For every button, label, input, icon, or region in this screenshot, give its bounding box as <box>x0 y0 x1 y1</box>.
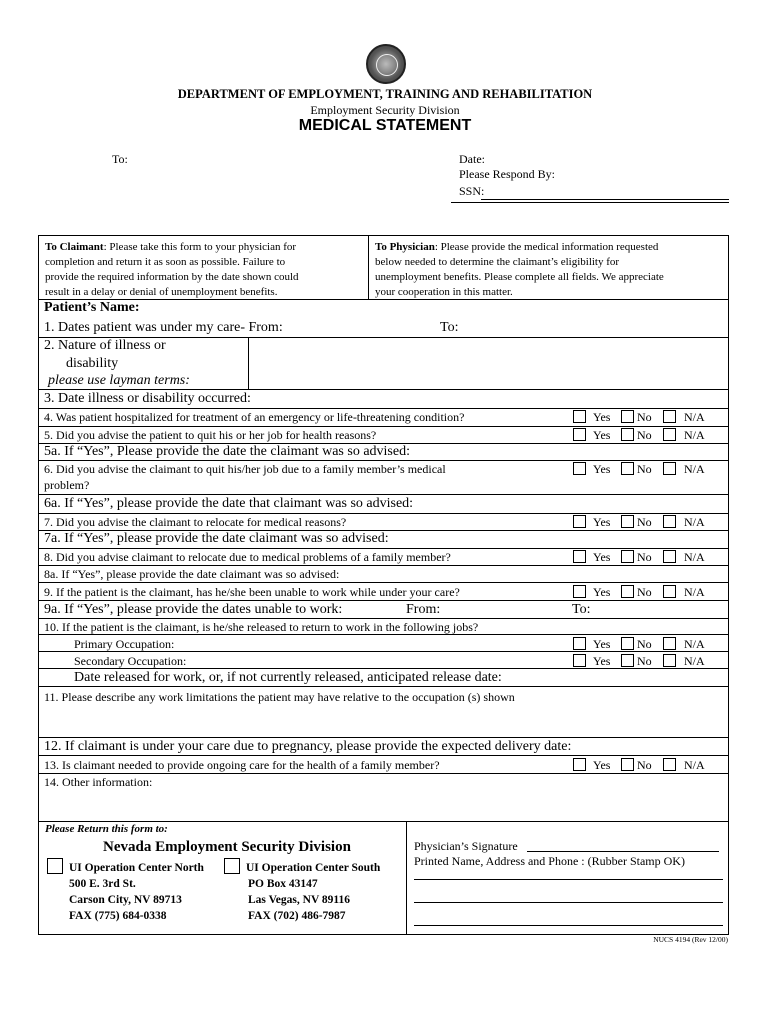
q6-family-quit: 6. Did you advise the claimant to quit his/her job due to a family member’s medical <box>44 462 446 476</box>
q1-care-dates: 1. Dates patient was under my care- From: <box>44 320 283 335</box>
to-label: To: <box>112 152 128 166</box>
north-center-checkbox[interactable] <box>47 858 63 874</box>
q1-to-label: To: <box>440 320 459 335</box>
secondary-na-checkbox[interactable] <box>663 654 676 667</box>
q13-na-label: N/A <box>684 758 705 772</box>
q13-no-checkbox[interactable] <box>621 758 634 771</box>
q10-released: 10. If the patient is the claimant, is he/she released to return to work in the following jobs? <box>44 620 479 634</box>
q13-family-care: 13. Is claimant needed to provide ongoing care for the health of a family member? <box>44 758 440 772</box>
q3-date-occurred: 3. Date illness or disability occurred: <box>44 391 251 406</box>
q5-yes-label: Yes <box>593 428 611 442</box>
q2-illness-label: 2. Nature of illness or <box>44 338 166 353</box>
q5-no-checkbox[interactable] <box>621 428 634 441</box>
north-center-address: 500 E. 3rd St. Carson City, NV 89713 FAX (775) 684-0338 <box>69 878 182 922</box>
south-center-title: UI Operation Center South <box>246 862 381 874</box>
page-title: MEDICAL STATEMENT <box>298 117 472 134</box>
q14-other-info: 14. Other information: <box>44 775 153 789</box>
ssn-field[interactable] <box>481 199 729 200</box>
q4-na-label: N/A <box>684 410 705 424</box>
primary-na-checkbox[interactable] <box>663 637 676 650</box>
q9-no-label: No <box>637 585 652 599</box>
q8-yes-checkbox[interactable] <box>573 550 586 563</box>
q6a-date-advised: 6a. If “Yes”, please provide the date that claimant was so advised: <box>44 496 414 511</box>
claimant-label: To Claimant <box>45 241 104 253</box>
q5a-date-advised: 5a. If “Yes”, Please provide the date the claimant was so advised: <box>44 444 410 459</box>
signature-label: Physician’s Signature <box>414 839 518 853</box>
q4-hospitalized: 4. Was patient hospitalized for treatment of an emergency or life-threatening condition? <box>44 410 465 424</box>
return-label: Please Return this form to: <box>45 823 168 835</box>
primary-yes-label: Yes <box>593 637 611 651</box>
primary-occupation-label: Primary Occupation: <box>74 637 175 651</box>
primary-no-label: No <box>637 637 652 651</box>
secondary-occupation-label: Secondary Occupation: <box>74 654 187 668</box>
date-label: Date: <box>459 152 485 166</box>
release-date-label: Date released for work, or, if not currently released, anticipated release date: <box>74 670 502 685</box>
q5-yes-checkbox[interactable] <box>573 428 586 441</box>
q7-relocate: 7. Did you advise the claimant to relocate for medical reasons? <box>44 515 347 529</box>
q8-no-checkbox[interactable] <box>621 550 634 563</box>
q7-na-checkbox[interactable] <box>663 515 676 528</box>
form-number: NUCS 4194 (Rev 12/00) <box>653 935 728 944</box>
physician-instructions: To Physician: Please provide the medical information requested below needed to determine the claimant’s eligibility for unemployment benefits. Please complete all fields. We appreciate your cooperation in this matter. <box>375 241 664 298</box>
q9-yes-label: Yes <box>593 585 611 599</box>
header-divider <box>451 202 729 203</box>
q4-yes-label: Yes <box>593 410 611 424</box>
q7-na-label: N/A <box>684 515 705 529</box>
secondary-yes-label: Yes <box>593 654 611 668</box>
address-line-1[interactable] <box>414 879 723 880</box>
north-center-title: UI Operation Center North <box>69 862 204 874</box>
secondary-yes-checkbox[interactable] <box>573 654 586 667</box>
q9-na-label: N/A <box>684 585 705 599</box>
q4-yes-checkbox[interactable] <box>573 410 586 423</box>
patient-name-label: Patient’s Name: <box>44 300 140 315</box>
secondary-no-checkbox[interactable] <box>621 654 634 667</box>
q6-yes-label: Yes <box>593 462 611 476</box>
q8-na-checkbox[interactable] <box>663 550 676 563</box>
q9a-dates-unable: 9a. If “Yes”, please provide the dates unable to work: <box>44 602 343 617</box>
q8-na-label: N/A <box>684 550 705 564</box>
instructions-divider <box>368 235 369 299</box>
q13-na-checkbox[interactable] <box>663 758 676 771</box>
respond-by-label: Please Respond By: <box>459 167 555 181</box>
q7-no-checkbox[interactable] <box>621 515 634 528</box>
claimant-instructions: To Claimant: Please take this form to your physician for completion and return it as soon as possible. Failure to provide the required information by the date shown could result in a delay or denial of unemployment benefits. <box>45 241 299 298</box>
q5-na-checkbox[interactable] <box>663 428 676 441</box>
q6-na-checkbox[interactable] <box>663 462 676 475</box>
q6-no-checkbox[interactable] <box>621 462 634 475</box>
q5-advise-quit: 5. Did you advise the patient to quit his or her job for health reasons? <box>44 428 377 442</box>
address-line-3[interactable] <box>414 925 723 926</box>
q9-na-checkbox[interactable] <box>663 585 676 598</box>
q13-yes-label: Yes <box>593 758 611 772</box>
primary-yes-checkbox[interactable] <box>573 637 586 650</box>
q9a-to-label: To: <box>572 602 591 617</box>
primary-na-label: N/A <box>684 637 705 651</box>
secondary-na-label: N/A <box>684 654 705 668</box>
q5-no-label: No <box>637 428 652 442</box>
q8-yes-label: Yes <box>593 550 611 564</box>
q11-work-limitations: 11. Please describe any work limitations the patient may have relative to the occupation (s) shown <box>44 690 515 704</box>
q13-yes-checkbox[interactable] <box>573 758 586 771</box>
q7a-date-advised: 7a. If “Yes”, please provide the date claimant was so advised: <box>44 531 389 546</box>
q6-no-label: No <box>637 462 652 476</box>
q2-disability-label: disability <box>66 356 119 371</box>
q13-no-label: No <box>637 758 652 772</box>
q9-no-checkbox[interactable] <box>621 585 634 598</box>
q8-relocate-family: 8. Did you advise claimant to relocate due to medical problems of a family member? <box>44 550 451 564</box>
q9a-from-label: From: <box>406 602 441 617</box>
q4-no-label: No <box>637 410 652 424</box>
q8-no-label: No <box>637 550 652 564</box>
secondary-no-label: No <box>637 654 652 668</box>
department-name: DEPARTMENT OF EMPLOYMENT, TRAINING AND REHABILITATION <box>177 87 593 101</box>
division-name: Employment Security Division <box>310 103 460 117</box>
q7-yes-checkbox[interactable] <box>573 515 586 528</box>
q6-na-label: N/A <box>684 462 705 476</box>
q8a-date-advised: 8a. If “Yes”, please provide the date claimant was so advised: <box>44 567 340 581</box>
q4-no-checkbox[interactable] <box>621 410 634 423</box>
south-center-checkbox[interactable] <box>224 858 240 874</box>
signature-field[interactable] <box>527 851 719 852</box>
primary-no-checkbox[interactable] <box>621 637 634 650</box>
south-center-address: PO Box 43147 Las Vegas, NV 89116 FAX (702) 486-7987 <box>248 878 351 922</box>
q6-problem: problem? <box>44 478 90 492</box>
q7-no-label: No <box>637 515 652 529</box>
q12-pregnancy: 12. If claimant is under your care due to pregnancy, please provide the expected delivery date: <box>44 739 572 754</box>
q6-yes-checkbox[interactable] <box>573 462 586 475</box>
q9-yes-checkbox[interactable] <box>573 585 586 598</box>
address-line-2[interactable] <box>414 902 723 903</box>
q4-na-checkbox[interactable] <box>663 410 676 423</box>
physician-label: To Physician <box>375 241 435 253</box>
q2-layman-note: please use layman terms: <box>48 373 190 388</box>
q9-unable-to-work: 9. If the patient is the claimant, has he/she been unable to work while under your care? <box>44 585 460 599</box>
q5-na-label: N/A <box>684 428 705 442</box>
ssn-label: SSN: <box>459 184 485 198</box>
printed-name-label: Printed Name, Address and Phone : (Rubber Stamp OK) <box>414 854 685 868</box>
return-division: Nevada Employment Security Division <box>103 839 351 855</box>
q7-yes-label: Yes <box>593 515 611 529</box>
state-seal <box>366 44 406 84</box>
